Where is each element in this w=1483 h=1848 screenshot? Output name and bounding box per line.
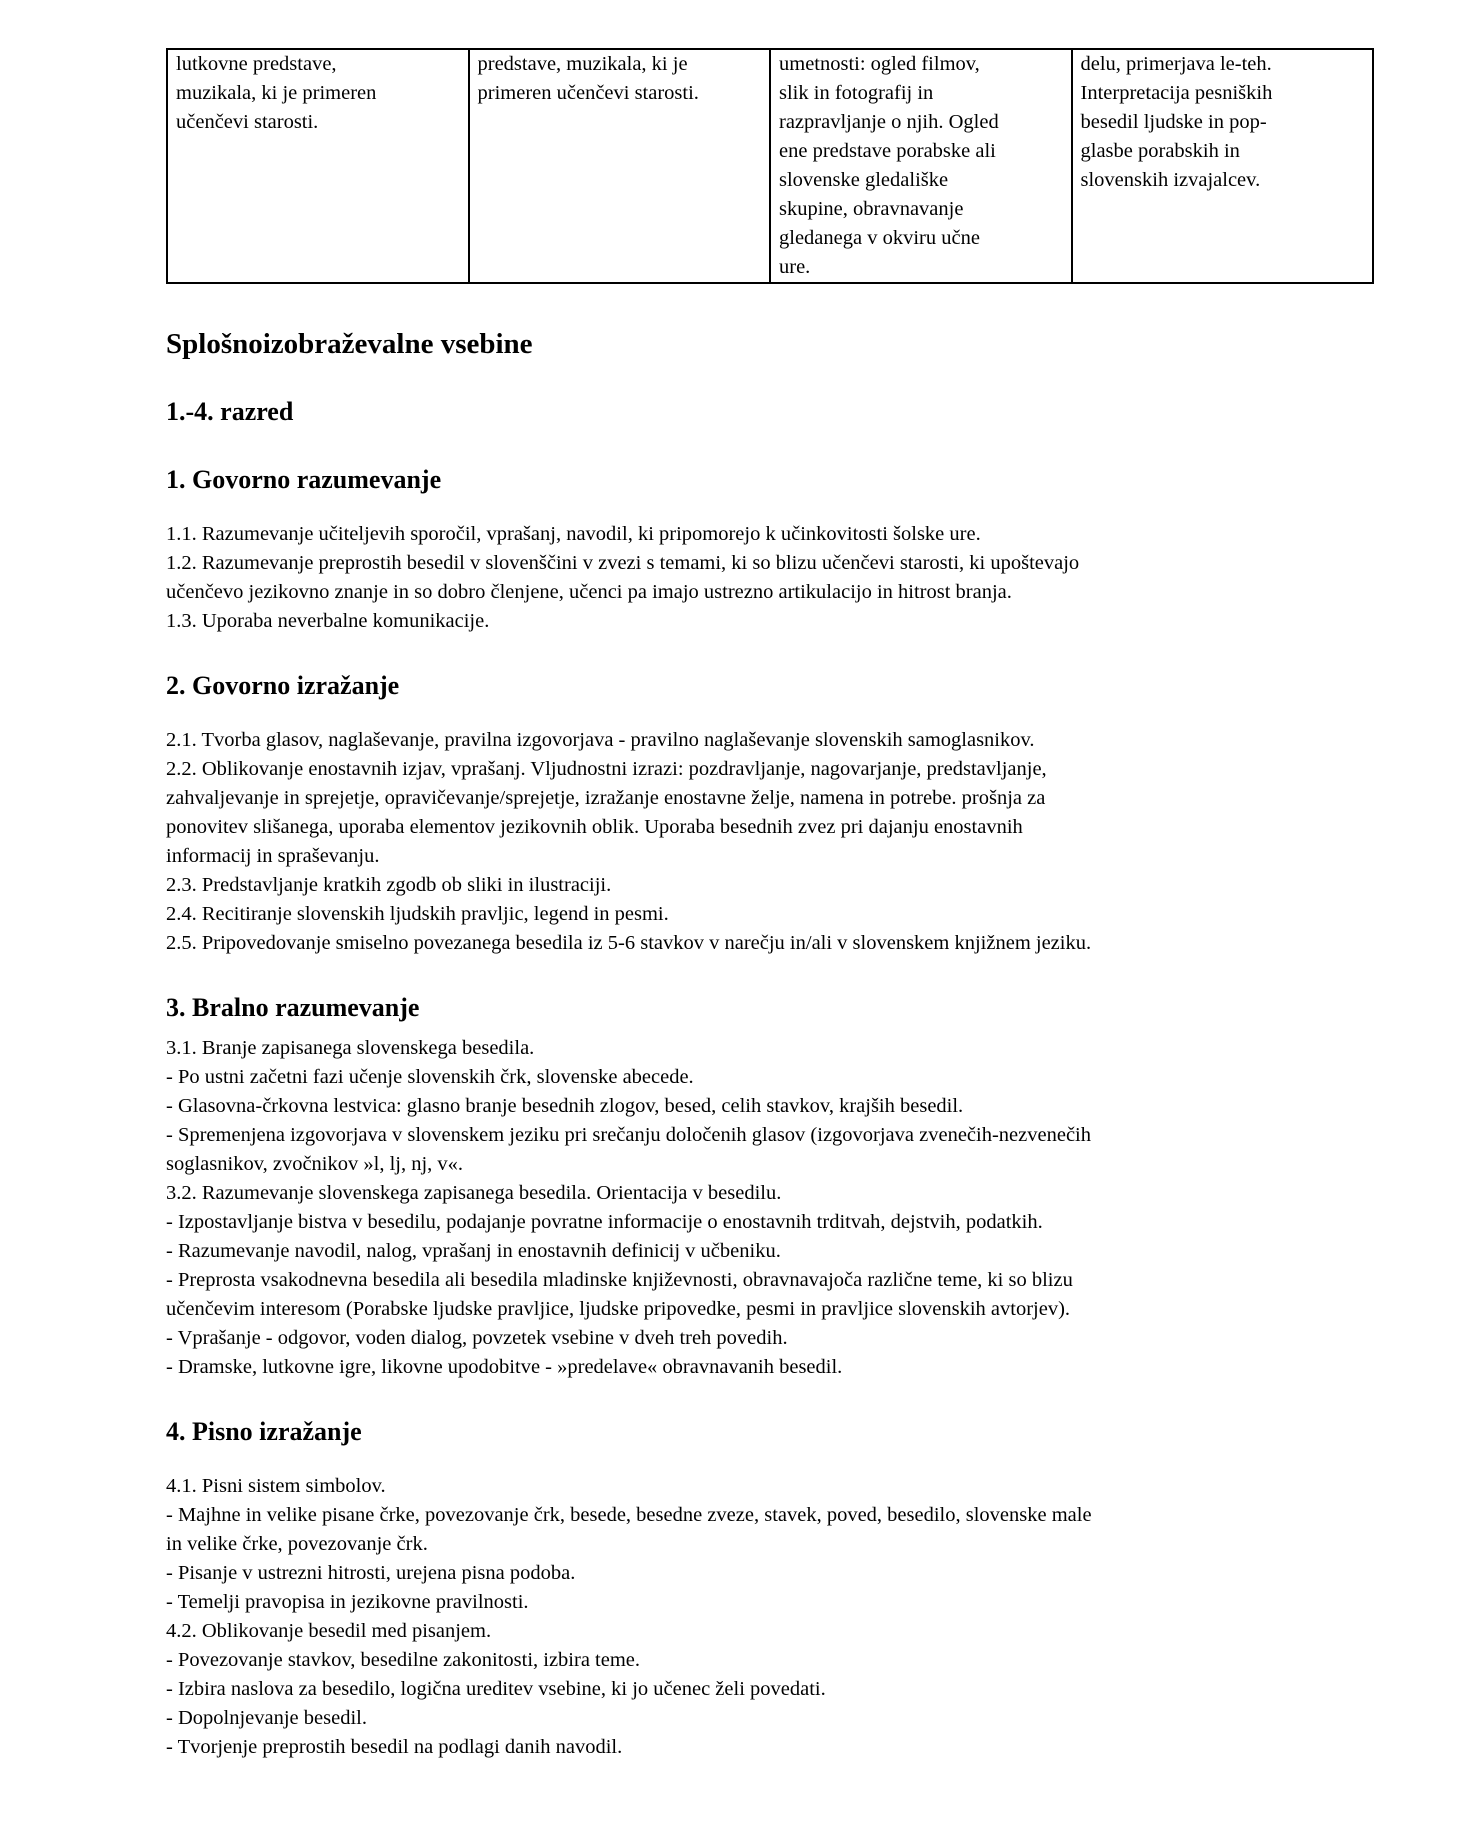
text-line: - Povezovanje stavkov, besedilne zakonitosti, izbira teme. xyxy=(166,1649,641,1671)
text-line: soglasnikov, zvočnikov »l, lj, nj, v«. xyxy=(166,1153,464,1175)
cell-line: slik in fotografij in xyxy=(779,82,934,104)
text-line: - Glasovna-črkovna lestvica: glasno branje besednih zlogov, besed, celih stavkov, krajših besedil. xyxy=(166,1095,964,1117)
cell-line: učenčevi starosti. xyxy=(176,111,319,133)
cell-line: besedil ljudske in pop- xyxy=(1080,111,1267,133)
section-body xyxy=(166,520,1374,636)
section-title: 3. Bralno razumevanje xyxy=(166,993,420,1022)
text-line: 4.2. Oblikovanje besedil med pisanjem. xyxy=(166,1620,492,1642)
page-title: Splošnoizobraževalne vsebine xyxy=(166,328,533,360)
section-body xyxy=(166,1472,1374,1762)
text-line: - Razumevanje navodil, nalog, vprašanj in enostavnih definicij v učbeniku. xyxy=(166,1240,781,1262)
section-body xyxy=(166,726,1374,958)
text-line: učenčevo jezikovno znanje in so dobro členjene, učenci pa imajo ustrezno artikulacijo in hitrost branja. xyxy=(166,581,1012,603)
text-line: 3.2. Razumevanje slovenskega zapisanega besedila. Orientacija v besedilu. xyxy=(166,1182,782,1204)
continued-table xyxy=(166,48,1374,284)
text-line: - Po ustni začetni fazi učenje slovenskih črk, slovenske abecede. xyxy=(166,1066,694,1088)
text-line: informacij in spraševanju. xyxy=(166,845,380,867)
section-govorno-razumevanje xyxy=(166,462,1374,636)
cell-line: muzikala, ki je primeren xyxy=(176,82,377,104)
table-cell-4 xyxy=(1072,49,1374,283)
section-bralno-razumevanje xyxy=(166,990,1374,1382)
text-line: 2.4. Recitiranje slovenskih ljudskih pravljic, legend in pesmi. xyxy=(166,903,669,925)
section-pisno-izrazanje xyxy=(166,1414,1374,1762)
text-line: - Majhne in velike pisane črke, povezovanje črk, besede, besedne zveze, stavek, poved, besedilo, slovenske male xyxy=(166,1504,1092,1526)
section-title: 2. Govorno izražanje xyxy=(166,671,400,700)
table-row xyxy=(167,49,1373,283)
text-line: - Dramske, lutkovne igre, likovne upodobitve - »predelave« obravnavanih besedil. xyxy=(166,1356,843,1378)
text-line: - Izpostavljanje bistva v besedilu, podajanje povratne informacije o enostavnih trditvah, dejstvih, podatkih. xyxy=(166,1211,1043,1233)
cell-line: ure. xyxy=(779,256,811,278)
table-cell-2 xyxy=(469,49,771,283)
text-line: - Izbira naslova za besedilo, logična ureditev vsebine, ki jo učenec želi povedati. xyxy=(166,1678,826,1700)
cell-line: primeren učenčevi starosti. xyxy=(477,82,699,104)
text-line: 2.1. Tvorba glasov, naglaševanje, pravilna izgovorjava - pravilno naglaševanje slovenskih samoglasnikov. xyxy=(166,729,1035,751)
text-line: 2.2. Oblikovanje enostavnih izjav, vprašanj. Vljudnostni izrazi: pozdravljanje, nagovarjanje, predstavljanje, xyxy=(166,758,1047,780)
cell-line: lutkovne predstave, xyxy=(176,53,337,75)
cell-line: predstave, muzikala, ki je xyxy=(477,53,688,75)
grade-heading: 1.-4. razred xyxy=(166,397,294,426)
text-line: 3.1. Branje zapisanega slovenskega besedila. xyxy=(166,1037,535,1059)
text-line: - Spremenjena izgovorjava v slovenskem jeziku pri srečanju določenih glasov (izgovorjava zvenečih-nezvenečih xyxy=(166,1124,1091,1146)
cell-line: umetnosti: ogled filmov, xyxy=(779,53,980,75)
text-line: - Tvorjenje preprostih besedil na podlagi danih navodil. xyxy=(166,1736,623,1758)
section-govorno-izrazanje xyxy=(166,668,1374,958)
text-line: 1.2. Razumevanje preprostih besedil v slovenščini v zvezi s temami, ki so blizu učenčevi starosti, ki upoštevajo xyxy=(166,552,1080,574)
cell-line: Interpretacija pesniških xyxy=(1080,82,1273,104)
table-cell-1 xyxy=(167,49,469,283)
cell-line: delu, primerjava le-teh. xyxy=(1080,53,1272,75)
text-line: in velike črke, povezovanje črk. xyxy=(166,1533,428,1555)
text-line: 1.3. Uporaba neverbalne komunikacije. xyxy=(166,610,490,632)
cell-line: ene predstave porabske ali xyxy=(779,140,996,162)
cell-line: glasbe porabskih in xyxy=(1080,140,1240,162)
section-body xyxy=(166,1034,1374,1382)
section-title: 1. Govorno razumevanje xyxy=(166,465,442,494)
text-line: - Pisanje v ustrezni hitrosti, urejena pisna podoba. xyxy=(166,1562,576,1584)
table-cell-3 xyxy=(770,49,1072,283)
text-line: zahvaljevanje in sprejetje, opravičevanje/sprejetje, izražanje enostavne želje, namena in potrebe. prošnja za xyxy=(166,787,1046,809)
text-line: 1.1. Razumevanje učiteljevih sporočil, vprašanj, navodil, ki pripomorejo k učinkovitosti šolske ure. xyxy=(166,523,981,545)
cell-line: gledanega v okviru učne xyxy=(779,227,980,249)
text-line: - Temelji pravopisa in jezikovne pravilnosti. xyxy=(166,1591,529,1613)
cell-line: slovenskih izvajalcev. xyxy=(1080,169,1261,191)
text-line: - Preprosta vsakodnevna besedila ali besedila mladinske književnosti, obravnavajoča različne teme, ki so blizu xyxy=(166,1269,1073,1291)
text-line: ponovitev slišanega, uporaba elementov jezikovnih oblik. Uporaba besednih zvez pri dajanju enostavnih xyxy=(166,816,1023,838)
text-line: - Dopolnjevanje besedil. xyxy=(166,1707,367,1729)
text-line: učenčevim interesom (Porabske ljudske pravljice, ljudske pripovedke, pesmi in pravljice slovenskih avtorjev). xyxy=(166,1298,1071,1320)
cell-line: skupine, obravnavanje xyxy=(779,198,964,220)
section-title: 4. Pisno izražanje xyxy=(166,1417,362,1446)
cell-line: slovenske gledališke xyxy=(779,169,949,191)
text-line: 2.3. Predstavljanje kratkih zgodb ob sliki in ilustraciji. xyxy=(166,874,612,896)
cell-line: razpravljanje o njih. Ogled xyxy=(779,111,999,133)
text-line: 4.1. Pisni sistem simbolov. xyxy=(166,1475,386,1497)
document-page xyxy=(166,48,1374,1762)
text-line: 2.5. Pripovedovanje smiselno povezanega besedila iz 5-6 stavkov v narečju in/ali v slovenskem knjižnem jeziku. xyxy=(166,932,1092,954)
text-line: - Vprašanje - odgovor, voden dialog, povzetek vsebine v dveh treh povedih. xyxy=(166,1327,788,1349)
